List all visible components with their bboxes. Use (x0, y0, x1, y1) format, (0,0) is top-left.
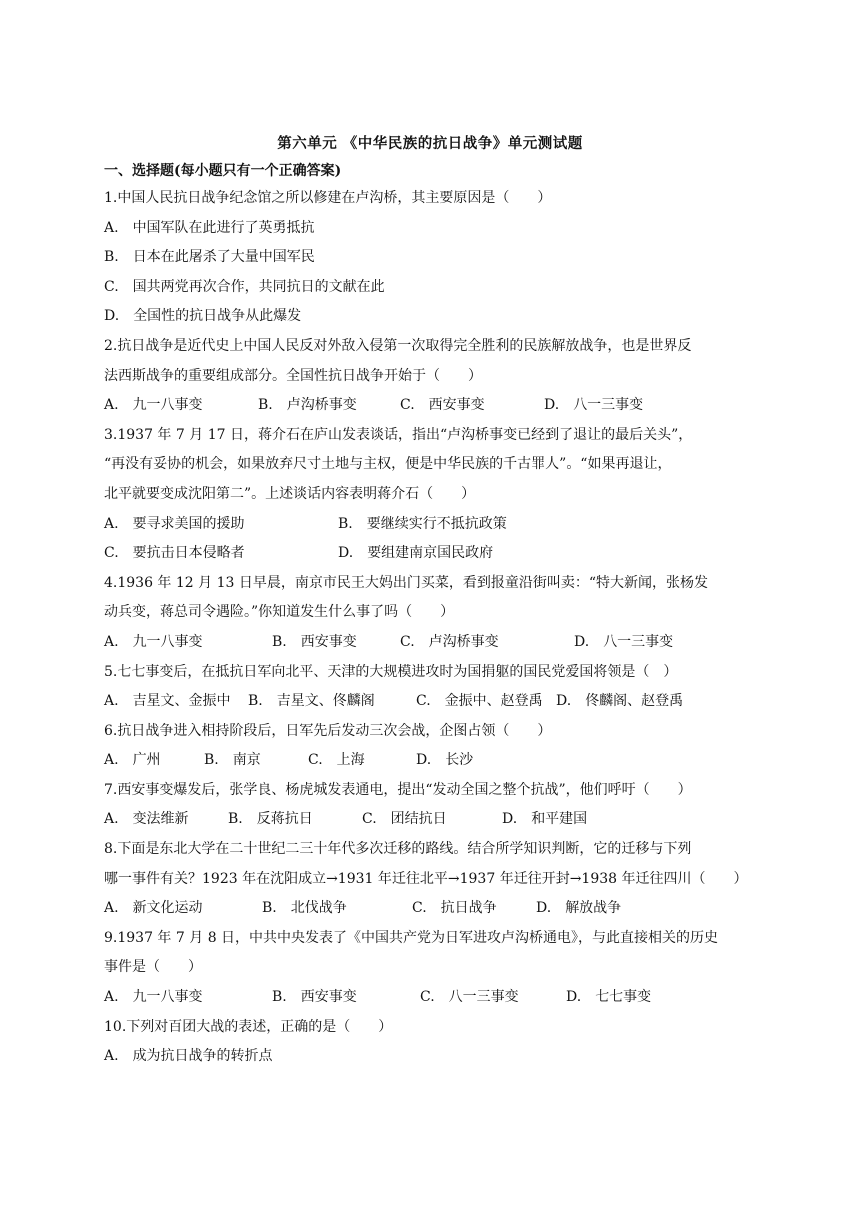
option-label: B. (248, 693, 263, 710)
option-row (104, 273, 764, 303)
answer-option[interactable] (104, 510, 245, 540)
question-text: 4.1936 年 12 月 13 日早晨，南京市民王大妈出门买菜，看到报童沿街叫卖：“特大新闻，张杨发 (104, 574, 709, 591)
option-label: D. (338, 545, 354, 562)
option-row (104, 539, 764, 569)
option-label: D. (556, 693, 572, 710)
answer-option[interactable] (536, 894, 621, 924)
option-text: 中国军队在此进行了英勇抵抗 (132, 219, 315, 236)
option-text: 变法维新 (132, 811, 189, 828)
option-label: C. (412, 900, 427, 917)
option-text: 九一八事变 (132, 397, 203, 414)
option-label: C. (104, 278, 119, 295)
option-label: B. (104, 249, 119, 266)
option-text: 卢沟桥事变 (428, 633, 499, 650)
option-label: D. (502, 811, 518, 828)
option-text: 金振中、赵登禹 (444, 693, 543, 710)
answer-option[interactable] (104, 214, 315, 244)
answer-option[interactable] (416, 687, 543, 717)
option-text: 卢沟桥事变 (286, 397, 357, 414)
option-text: 要组建南京国民政府 (367, 545, 494, 562)
option-row (104, 687, 764, 717)
answer-option[interactable] (104, 628, 203, 658)
option-text: 西安事变 (300, 633, 357, 650)
answer-option[interactable] (574, 628, 673, 658)
option-text: 反蒋抗日 (256, 811, 313, 828)
option-text: 九一八事变 (132, 633, 203, 650)
option-text: 吉星文、佟麟阁 (276, 693, 375, 710)
question-list (104, 184, 764, 1072)
option-label: A. (104, 811, 119, 828)
option-text: 和平建国 (531, 811, 588, 828)
answer-option[interactable] (104, 1042, 273, 1072)
option-row (104, 746, 764, 776)
answer-option[interactable] (262, 894, 347, 924)
option-text: 八一三事变 (573, 397, 644, 414)
answer-option[interactable] (204, 746, 261, 776)
answer-option[interactable] (338, 510, 507, 540)
question-text: “再没有妥协的机会，如果放弃尺寸土地与主权，便是中华民族的千古罪人”。“如果再退让， (104, 456, 672, 473)
question-text: 哪一事件有关？1923 年在沈阳成立→1931 年迁往北平→1937 年迁往开封→1938 年迁往四川（ ） (104, 870, 748, 887)
option-label: B. (272, 633, 287, 650)
option-label: B. (272, 989, 287, 1006)
option-text: 新文化运动 (132, 900, 203, 917)
option-text: 北伐战争 (290, 900, 347, 917)
question-text: 法西斯战争的重要组成部分。全国性抗日战争开始于（ ） (104, 367, 482, 384)
answer-option[interactable] (258, 391, 357, 421)
answer-option[interactable] (566, 983, 651, 1013)
option-label: C. (400, 633, 415, 650)
option-text: 长沙 (445, 752, 474, 769)
page-title: 第六单元 《中华民族的抗日战争》单元测试题 (277, 135, 583, 152)
answer-option[interactable] (248, 687, 375, 717)
answer-option[interactable] (104, 539, 245, 569)
answer-option[interactable] (104, 746, 161, 776)
question-text: 6.抗日战争进入相持阶段后，日军先后发动三次会战，企图占领（ ） (104, 722, 552, 739)
answer-option[interactable] (104, 894, 203, 924)
option-label: A. (104, 1048, 119, 1065)
option-label: C. (420, 989, 435, 1006)
option-label: B. (262, 900, 277, 917)
option-label: D. (416, 752, 432, 769)
question-text: 3.1937 年 7 月 17 日，蒋介石在庐山发表谈话，指出“卢沟桥事变已经到了退让的最后关头”， (104, 426, 693, 443)
question-text: 7.西安事变爆发后，张学良、杨虎城发表通电，提出“发动全国之整个抗战”，他们呼吁（ ） (104, 781, 692, 798)
answer-option[interactable] (104, 243, 315, 273)
answer-option[interactable] (104, 391, 203, 421)
option-label: C. (400, 397, 415, 414)
option-text: 国共两党再次合作，共同抗日的文献在此 (132, 278, 385, 295)
option-text: 西安事变 (428, 397, 485, 414)
option-label: D. (574, 633, 590, 650)
option-row (104, 243, 764, 273)
option-label: D. (566, 989, 582, 1006)
option-text: 成为抗日战争的转折点 (132, 1048, 273, 1065)
question-text: 1.中国人民抗日战争纪念馆之所以修建在卢沟桥，其主要原因是（ ） (104, 190, 552, 206)
option-row (104, 894, 764, 924)
answer-option[interactable] (104, 983, 203, 1013)
answer-option[interactable] (544, 391, 643, 421)
option-label: D. (104, 308, 120, 325)
option-label: B. (338, 515, 353, 532)
option-text: 要继续实行不抵抗政策 (366, 515, 507, 532)
answer-option[interactable] (104, 302, 301, 332)
option-text: 七七事变 (595, 989, 652, 1006)
option-text: 解放战争 (565, 900, 622, 917)
option-label: A. (104, 219, 119, 236)
answer-option[interactable] (104, 805, 189, 835)
option-label: A. (104, 633, 119, 650)
answer-option[interactable] (338, 539, 493, 569)
answer-option[interactable] (362, 805, 447, 835)
option-text: 南京 (232, 752, 261, 769)
option-label: C. (416, 693, 431, 710)
answer-option[interactable] (400, 628, 499, 658)
answer-option[interactable] (400, 391, 485, 421)
option-label: C. (104, 545, 119, 562)
answer-option[interactable] (420, 983, 519, 1013)
option-text: 上海 (336, 752, 365, 769)
option-label: C. (362, 811, 377, 828)
question-text: 2.抗日战争是近代史上中国人民反对外敌入侵第一次取得完全胜利的民族解放战争，也是世界反 (104, 337, 692, 354)
option-label: C. (308, 752, 323, 769)
question-text: 动兵变，蒋总司令遇险。”你知道发生什么事了吗（ ） (104, 604, 455, 621)
option-text: 日本在此屠杀了大量中国军民 (132, 249, 315, 266)
option-text: 团结抗日 (390, 811, 447, 828)
question-text: 8.下面是东北大学在二十世纪二三十年代多次迁移的路线。结合所学知识判断，它的迁移与下列 (104, 841, 692, 858)
option-label: A. (104, 752, 119, 769)
answer-option[interactable] (228, 805, 313, 835)
option-text: 要寻求美国的援助 (132, 515, 245, 532)
option-label: A. (104, 397, 119, 414)
answer-option[interactable] (416, 746, 473, 776)
question-text: 5.七七事变后，在抵抗日军向北平、天津的大规模进攻时为国捐躯的国民党爱国将领是（ ） (104, 663, 678, 680)
option-label: B. (204, 752, 219, 769)
option-row (104, 214, 764, 244)
answer-option[interactable] (104, 273, 385, 303)
answer-option[interactable] (556, 687, 683, 717)
option-text: 抗日战争 (440, 900, 497, 917)
option-label: B. (258, 397, 273, 414)
option-row (104, 1042, 764, 1072)
option-text: 佟麟阁、赵登禹 (585, 693, 684, 710)
option-row (104, 391, 764, 421)
option-text: 八一三事变 (603, 633, 674, 650)
option-row (104, 510, 764, 540)
answer-option[interactable] (308, 746, 365, 776)
option-text: 吉星文、金振中 (132, 693, 231, 710)
option-row (104, 983, 764, 1013)
section-heading: 一、选择题(每小题只有一个正确答案) (104, 163, 342, 179)
option-label: A. (104, 989, 119, 1006)
option-label: A. (104, 900, 119, 917)
option-text: 八一三事变 (448, 989, 519, 1006)
option-text: 九一八事变 (132, 989, 203, 1006)
answer-option[interactable] (272, 983, 357, 1013)
option-label: B. (228, 811, 243, 828)
option-label: A. (104, 693, 119, 710)
option-text: 全国性的抗日战争从此爆发 (133, 308, 302, 325)
answer-option[interactable] (272, 628, 357, 658)
option-row (104, 628, 764, 658)
option-label: D. (536, 900, 552, 917)
question-text: 北平就要变成沈阳第二”。上述谈话内容表明蒋介石（ ） (104, 485, 476, 502)
question-text: 10.下列对百团大战的表述，正确的是（ ） (104, 1018, 393, 1035)
option-row (104, 805, 764, 835)
question-text: 事件是（ ） (104, 959, 202, 976)
option-text: 西安事变 (300, 989, 357, 1006)
option-label: A. (104, 515, 119, 532)
answer-option[interactable] (412, 894, 497, 924)
option-label: D. (544, 397, 560, 414)
option-text: 要抗击日本侵略者 (132, 545, 245, 562)
option-text: 广州 (132, 752, 161, 769)
option-row (104, 302, 764, 332)
question-text: 9.1937 年 7 月 8 日，中共中央发表了《中国共产党为日军进攻卢沟桥通电》，与此直接相关的历史 (104, 929, 719, 946)
answer-option[interactable] (502, 805, 587, 835)
answer-option[interactable] (104, 687, 231, 717)
